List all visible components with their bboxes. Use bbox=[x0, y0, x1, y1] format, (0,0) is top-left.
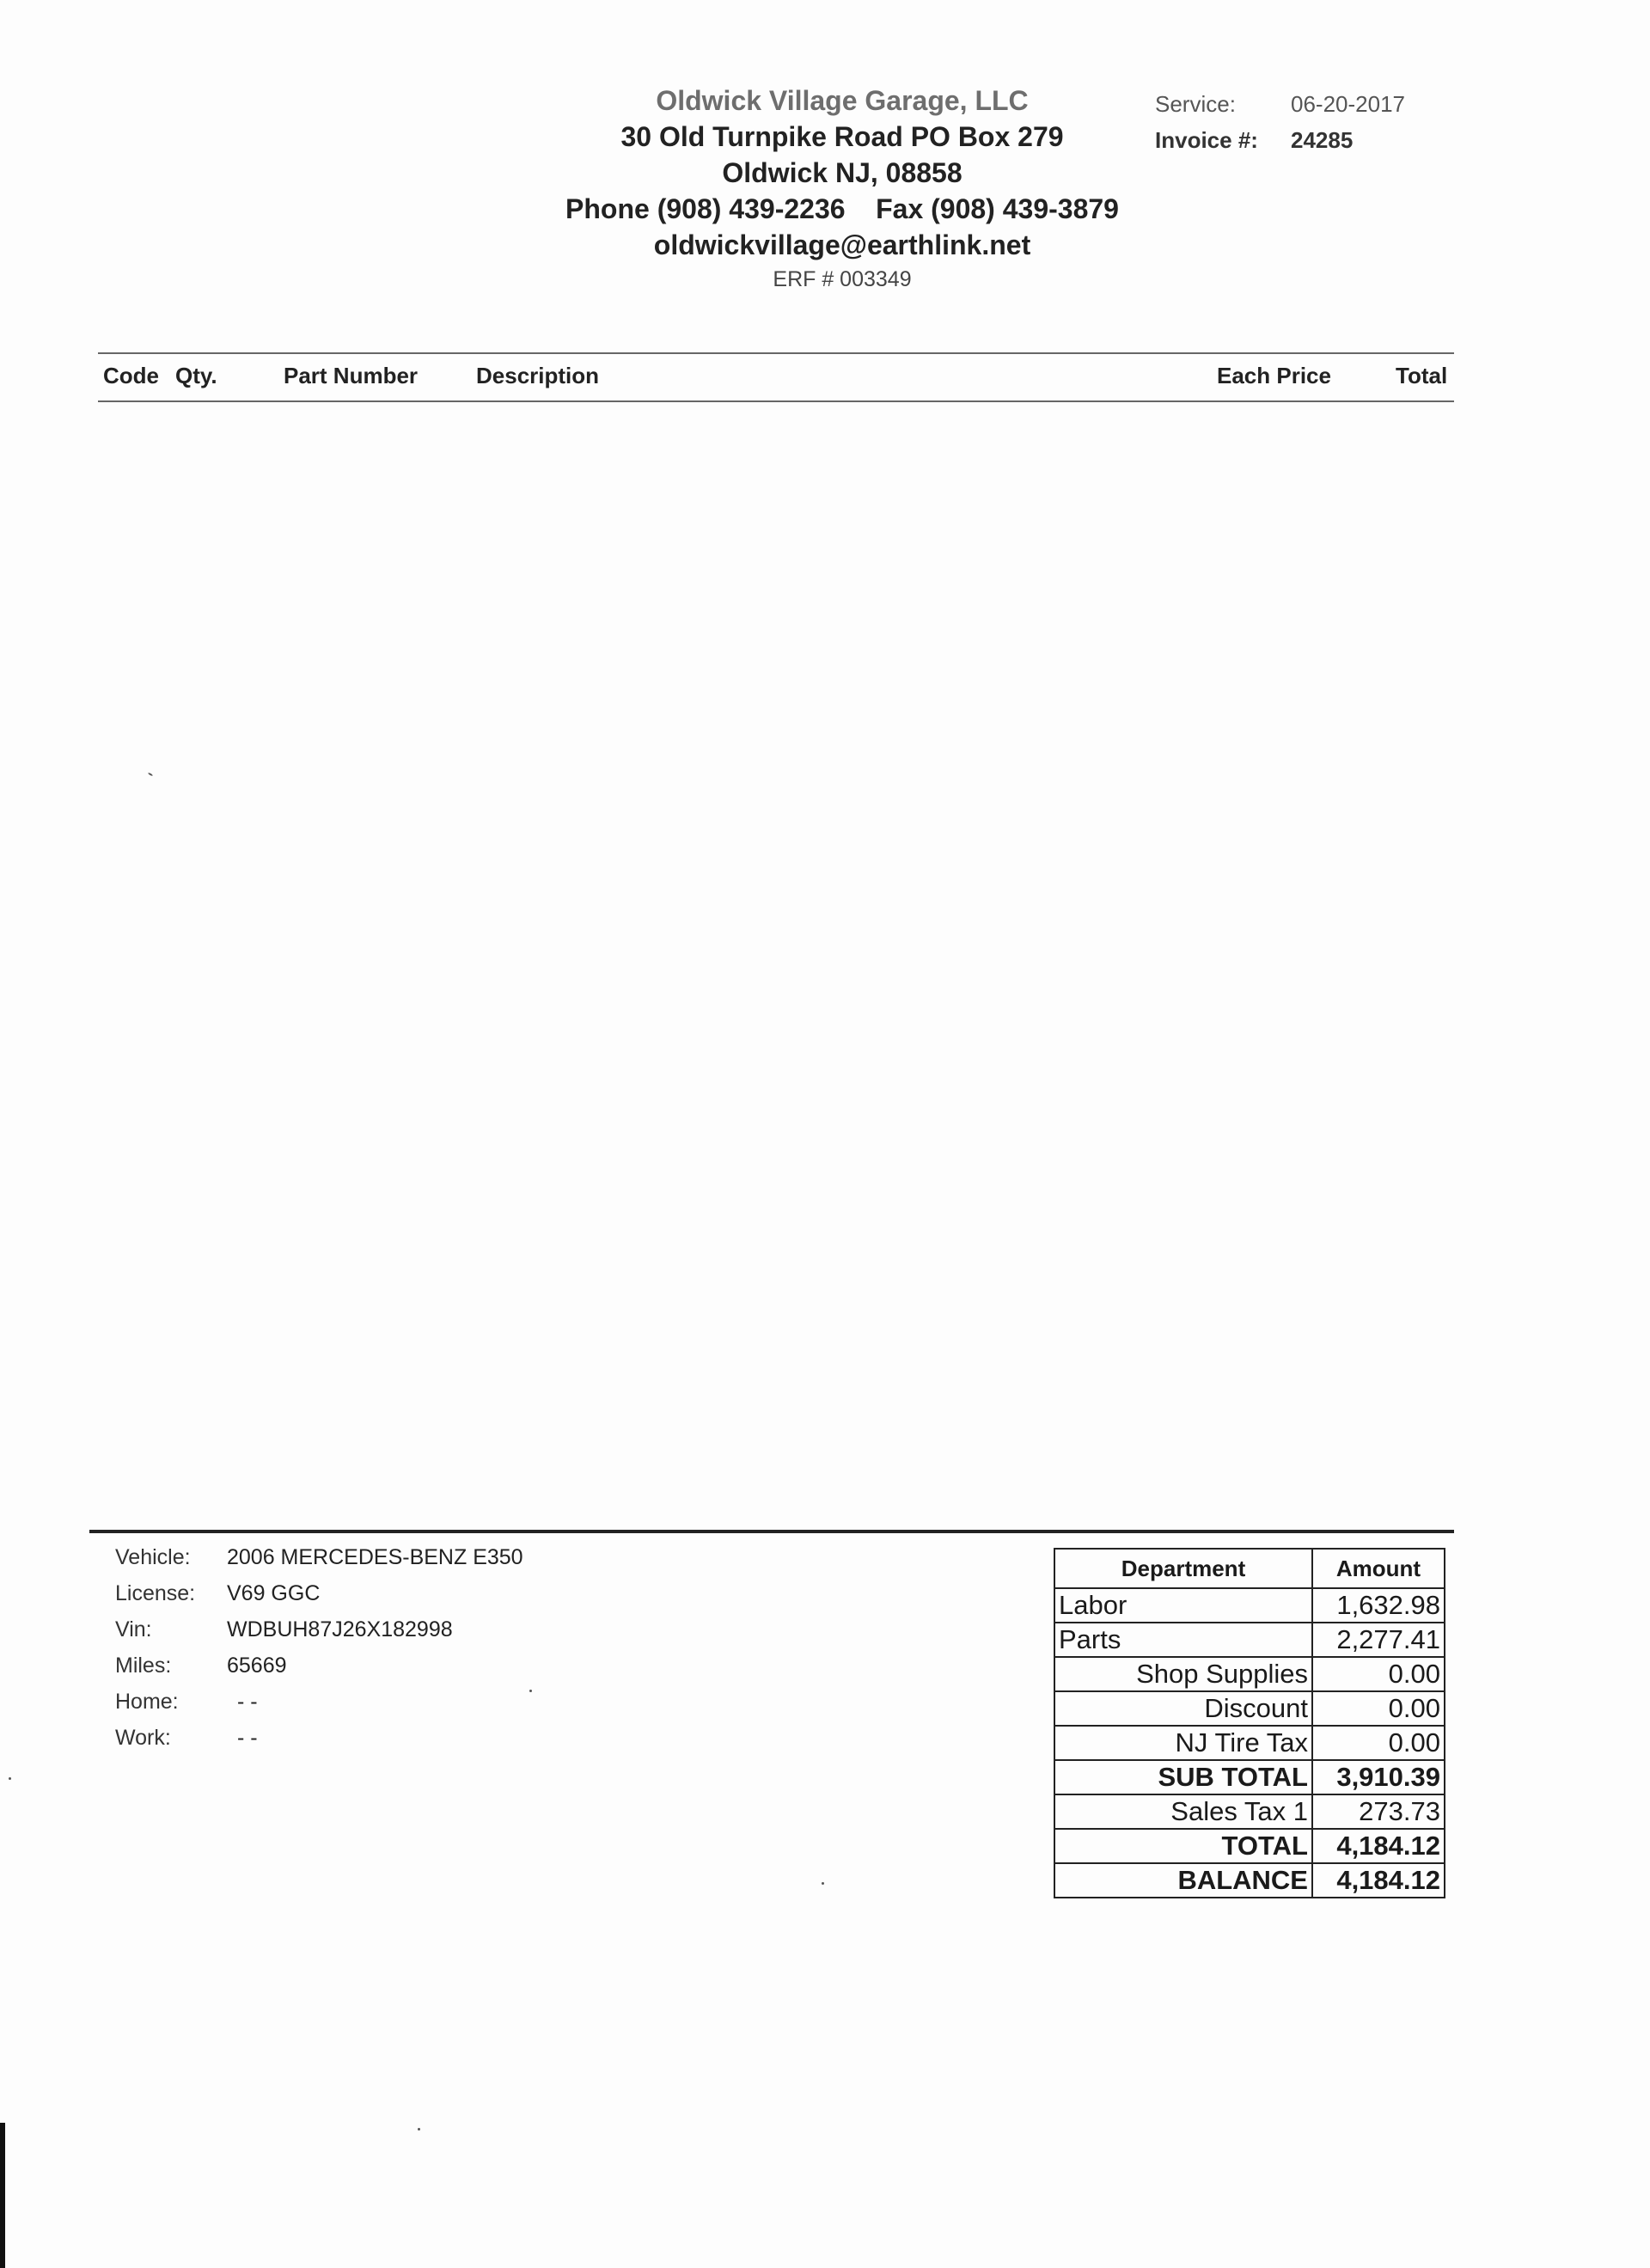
col-total: Total bbox=[1396, 363, 1448, 388]
total-row bbox=[1054, 1829, 1445, 1863]
shop-phone: Phone (908) 439-2236 bbox=[565, 193, 846, 224]
license-label: License: bbox=[115, 1581, 196, 1605]
header-top-rule bbox=[98, 352, 1454, 354]
invoice-number: 24285 bbox=[1291, 127, 1354, 153]
vehicle-info bbox=[115, 1539, 523, 1756]
totals-amount: 1,632.98 bbox=[1312, 1588, 1445, 1623]
totals-row bbox=[1054, 1794, 1445, 1829]
shop-header bbox=[481, 83, 1203, 296]
vehicle-label: Vehicle: bbox=[115, 1545, 191, 1569]
shop-phone-fax bbox=[481, 191, 1203, 227]
totals-label: Labor bbox=[1054, 1588, 1312, 1623]
total-amount: 4,184.12 bbox=[1312, 1829, 1445, 1863]
license-row bbox=[115, 1575, 523, 1611]
shop-city: Oldwick NJ, 08858 bbox=[722, 157, 962, 188]
totals-row bbox=[1054, 1588, 1445, 1623]
home-row bbox=[115, 1684, 523, 1720]
totals-row bbox=[1054, 1691, 1445, 1726]
totals-label: Parts bbox=[1054, 1623, 1312, 1657]
service-row bbox=[1155, 86, 1405, 122]
scan-speck bbox=[9, 1777, 11, 1780]
totals-amount: 0.00 bbox=[1312, 1657, 1445, 1691]
scan-speck bbox=[418, 2128, 420, 2130]
scan-speck bbox=[822, 1882, 824, 1885]
miles-value: 65669 bbox=[227, 1654, 287, 1678]
amount-header: Amount bbox=[1312, 1549, 1445, 1588]
col-qty: Qty. bbox=[175, 363, 217, 388]
scan-speck bbox=[148, 773, 153, 777]
col-part-number: Part Number bbox=[284, 363, 419, 388]
totals-row bbox=[1054, 1623, 1445, 1657]
department-header: Department bbox=[1054, 1549, 1312, 1588]
col-each-price: Each Price bbox=[1217, 363, 1331, 388]
invoice-row bbox=[1155, 122, 1405, 158]
totals-row bbox=[1054, 1726, 1445, 1760]
home-value: - - bbox=[237, 1690, 258, 1714]
service-label: Service: bbox=[1155, 91, 1236, 117]
subtotal-amount: 3,910.39 bbox=[1312, 1760, 1445, 1794]
invoice-meta bbox=[1155, 86, 1405, 158]
shop-erf: ERF # 003349 bbox=[773, 267, 912, 291]
col-description: Description bbox=[476, 363, 600, 388]
work-value: - - bbox=[237, 1726, 258, 1750]
totals-label: Discount bbox=[1054, 1691, 1312, 1726]
balance-row bbox=[1054, 1863, 1445, 1898]
miles-label: Miles: bbox=[115, 1654, 172, 1678]
home-label: Home: bbox=[115, 1690, 179, 1714]
header-bottom-rule bbox=[98, 400, 1454, 402]
work-row bbox=[115, 1720, 523, 1756]
subtotal-label: SUB TOTAL bbox=[1054, 1760, 1312, 1794]
totals-label: NJ Tire Tax bbox=[1054, 1726, 1312, 1760]
totals-label: Shop Supplies bbox=[1054, 1657, 1312, 1691]
shop-email: oldwickvillage@earthlink.net bbox=[653, 229, 1031, 260]
shop-address: 30 Old Turnpike Road PO Box 279 bbox=[620, 121, 1064, 152]
invoice-label: Invoice #: bbox=[1155, 127, 1258, 153]
totals-amount: 273.73 bbox=[1312, 1794, 1445, 1829]
license-value: V69 GGC bbox=[227, 1581, 321, 1605]
line-item-columns bbox=[101, 363, 1454, 394]
vin-label: Vin: bbox=[115, 1617, 152, 1641]
totals-header-row bbox=[1054, 1549, 1445, 1588]
work-label: Work: bbox=[115, 1726, 171, 1750]
footer-divider bbox=[89, 1530, 1454, 1533]
shop-name: Oldwick Village Garage, LLC bbox=[656, 85, 1029, 116]
balance-label: BALANCE bbox=[1054, 1863, 1312, 1898]
totals-amount: 2,277.41 bbox=[1312, 1623, 1445, 1657]
scan-edge-mark bbox=[0, 2123, 5, 2268]
miles-row bbox=[115, 1648, 523, 1684]
subtotal-row bbox=[1054, 1760, 1445, 1794]
totals-label: Sales Tax 1 bbox=[1054, 1794, 1312, 1829]
totals-row bbox=[1054, 1657, 1445, 1691]
vehicle-row bbox=[115, 1539, 523, 1575]
vehicle-value: 2006 MERCEDES-BENZ E350 bbox=[227, 1545, 523, 1569]
totals-table bbox=[1054, 1548, 1445, 1898]
vin-value: WDBUH87J26X182998 bbox=[227, 1617, 453, 1641]
shop-fax: Fax (908) 439-3879 bbox=[876, 193, 1119, 224]
totals-amount: 0.00 bbox=[1312, 1691, 1445, 1726]
scan-speck bbox=[529, 1690, 532, 1692]
total-label: TOTAL bbox=[1054, 1829, 1312, 1863]
balance-amount: 4,184.12 bbox=[1312, 1863, 1445, 1898]
col-code: Code bbox=[103, 363, 159, 388]
vin-row bbox=[115, 1611, 523, 1648]
service-date: 06-20-2017 bbox=[1291, 91, 1405, 117]
totals-amount: 0.00 bbox=[1312, 1726, 1445, 1760]
